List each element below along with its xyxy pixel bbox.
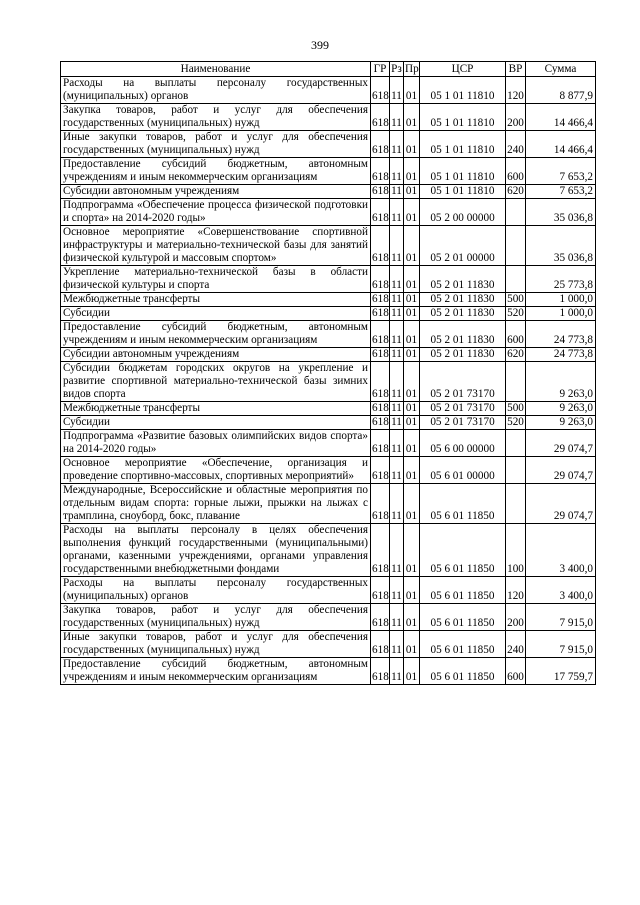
row-vr: 120 (506, 577, 526, 604)
header-pr: Пр (405, 62, 419, 75)
row-name: Расходы на выплаты персоналу государственных (муниципальных) органов (61, 77, 371, 104)
row-vr: 620 (507, 348, 524, 360)
row-sum: 7 915,0 (526, 631, 596, 658)
row-rz: 11 (390, 104, 404, 131)
row-csr: 05 2 01 11830 (420, 348, 506, 362)
row-name: Предоставление субсидий бюджетным, автономным учреждениям и иным некоммерческим организациям (61, 158, 371, 185)
row-rz: 11 (390, 226, 404, 266)
row-rz: 11 (390, 158, 404, 185)
row-sum: 9 263,0 (526, 362, 596, 402)
table-row (61, 307, 596, 321)
row-rz: 11 (390, 457, 404, 484)
row-name: Субсидии (61, 307, 371, 321)
row-gr: 618 (371, 321, 390, 348)
row-gr: 618 (371, 226, 390, 266)
row-pr: 01 (404, 77, 420, 104)
row-csr: 05 2 01 11830 (420, 266, 506, 293)
row-sum: 35 036,8 (526, 199, 596, 226)
row-pr: 01 (404, 457, 420, 484)
row-pr: 01 (404, 307, 420, 321)
row-csr: 05 2 01 73170 (420, 416, 506, 430)
row-rz: 11 (390, 131, 404, 158)
row-vr (506, 362, 526, 402)
row-rz: 11 (390, 77, 404, 104)
row-pr: 01 (404, 631, 420, 658)
row-csr: 05 2 00 00000 (420, 199, 506, 226)
row-sum: 7 915,0 (526, 604, 596, 631)
row-sum: 24 773,8 (526, 348, 596, 362)
row-sum: 9 263,0 (526, 416, 596, 430)
row-pr: 01 (404, 185, 420, 199)
row-gr: 618 (371, 577, 390, 604)
table-row (61, 185, 596, 199)
row-name: Субсидии бюджетам городских округов на укрепление и развитие спортивной материально-технической базы зимних видов спорта (61, 362, 371, 402)
row-name: Предоставление субсидий бюджетным, автономным учреждениям и иным некоммерческим организациям (61, 658, 371, 685)
row-name: Субсидии (61, 416, 371, 430)
table-row (61, 577, 596, 604)
row-vr (506, 457, 526, 484)
row-name: Субсидии автономным учреждениям (61, 185, 371, 199)
row-csr: 05 6 01 11850 (420, 658, 506, 685)
table-row (61, 266, 596, 293)
row-csr: 05 2 01 73170 (420, 362, 506, 402)
row-rz: 11 (390, 577, 404, 604)
row-vr (506, 226, 526, 266)
row-rz: 11 (391, 293, 402, 305)
row-rz: 11 (390, 321, 404, 348)
row-sum: 3 400,0 (526, 577, 596, 604)
row-sum: 3 400,0 (526, 524, 596, 577)
table-row (61, 293, 596, 307)
row-vr (506, 430, 526, 457)
row-vr: 200 (506, 104, 526, 131)
row-csr: 05 2 01 11830 (420, 293, 506, 307)
row-vr: 620 (507, 185, 524, 197)
row-sum: 17 759,7 (526, 658, 596, 685)
row-vr: 240 (506, 631, 526, 658)
row-name: Основное мероприятие «Совершенствование спортивной инфраструктуры и материально-технической базы для занятий физической культурой и массовым спортом» (61, 226, 371, 266)
row-rz: 11 (391, 416, 402, 428)
row-vr: 500 (507, 293, 524, 305)
row-name: Предоставление субсидий бюджетным, автономным учреждениям и иным некоммерческим организациям (61, 321, 371, 348)
row-vr (506, 484, 526, 524)
row-csr: 05 6 01 11850 (420, 604, 506, 631)
row-rz: 11 (391, 185, 402, 197)
row-name: Закупка товаров, работ и услуг для обеспечения государственных (муниципальных) нужд (61, 104, 371, 131)
table-row (61, 104, 596, 131)
row-csr: 05 1 01 11810 (420, 158, 506, 185)
row-name: Субсидии автономным учреждениям (61, 348, 371, 362)
table-row (61, 430, 596, 457)
row-vr: 520 (507, 307, 524, 319)
row-vr: 120 (506, 77, 526, 104)
row-gr: 618 (371, 658, 390, 685)
row-rz: 11 (391, 348, 402, 360)
row-name: Основное мероприятие «Обеспечение, организация и проведение спортивно-массовых, спортивных мероприятий» (61, 457, 371, 484)
table-row (61, 158, 596, 185)
row-pr: 01 (404, 577, 420, 604)
row-gr: 618 (371, 604, 390, 631)
row-vr: 600 (506, 658, 526, 685)
row-name: Закупка товаров, работ и услуг для обеспечения государственных (муниципальных) нужд (61, 604, 371, 631)
row-name: Иные закупки товаров, работ и услуг для обеспечения государственных (муниципальных) нужд (61, 631, 371, 658)
table-row (61, 199, 596, 226)
row-name: Укрепление материально-технической базы в области физической культуры и спорта (61, 266, 371, 293)
row-pr: 01 (404, 402, 420, 416)
row-name: Расходы на выплаты персоналу в целях обеспечения выполнения функций государственными (муниципальными) органами, казенными учреждениями, органами управления государственными внебюджетными фондами (61, 524, 371, 577)
table-row (61, 416, 596, 430)
page-number: 399 (311, 38, 329, 52)
row-sum: 24 773,8 (526, 321, 596, 348)
table-row (61, 77, 596, 104)
row-csr: 05 6 01 11850 (420, 524, 506, 577)
row-pr: 01 (404, 226, 420, 266)
row-rz: 11 (390, 266, 404, 293)
header-sum: Сумма (526, 62, 596, 77)
row-rz: 11 (390, 524, 404, 577)
row-vr: 600 (506, 321, 526, 348)
row-sum: 8 877,9 (526, 77, 596, 104)
row-pr: 01 (404, 658, 420, 685)
row-gr: 618 (371, 131, 390, 158)
row-pr: 01 (404, 604, 420, 631)
table-row (61, 348, 596, 362)
row-name: Межбюджетные трансферты (61, 402, 371, 416)
table-row (61, 524, 596, 577)
row-sum: 7 653,2 (526, 158, 596, 185)
row-csr: 05 6 00 00000 (420, 430, 506, 457)
table-row (61, 484, 596, 524)
row-sum: 29 074,7 (526, 484, 596, 524)
row-sum: 14 466,4 (526, 104, 596, 131)
table-row (61, 321, 596, 348)
row-csr: 05 1 01 11810 (420, 131, 506, 158)
row-vr: 500 (507, 402, 524, 414)
row-gr: 618 (371, 199, 390, 226)
row-sum: 35 036,8 (526, 226, 596, 266)
row-sum: 29 074,7 (526, 430, 596, 457)
row-csr: 05 6 01 11850 (420, 484, 506, 524)
row-csr: 05 1 01 11810 (420, 185, 506, 199)
row-rz: 11 (390, 604, 404, 631)
row-vr: 200 (506, 604, 526, 631)
row-pr: 01 (404, 348, 420, 362)
row-pr: 01 (404, 321, 420, 348)
row-gr: 618 (372, 185, 389, 197)
table-header-row (61, 62, 596, 77)
row-pr: 01 (404, 104, 420, 131)
table-body (61, 77, 596, 685)
row-vr (506, 199, 526, 226)
row-rz: 11 (390, 484, 404, 524)
row-rz: 11 (390, 362, 404, 402)
row-pr: 01 (404, 199, 420, 226)
table-row (61, 658, 596, 685)
row-name: Межбюджетные трансферты (61, 293, 371, 307)
row-csr: 05 2 01 00000 (420, 226, 506, 266)
row-gr: 618 (371, 484, 390, 524)
row-csr: 05 2 01 11830 (420, 307, 506, 321)
row-sum: 9 263,0 (526, 402, 596, 416)
row-pr: 01 (404, 524, 420, 577)
row-pr: 01 (404, 416, 420, 430)
row-name: Подпрограмма «Обеспечение процесса физической подготовки и спорта» на 2014-2020 годы» (61, 199, 371, 226)
row-vr: 100 (506, 524, 526, 577)
row-gr: 618 (371, 430, 390, 457)
table-row (61, 457, 596, 484)
row-gr: 618 (372, 402, 389, 414)
row-name: Иные закупки товаров, работ и услуг для обеспечения государственных (муниципальных) нужд (61, 131, 371, 158)
row-csr: 05 6 01 11850 (420, 577, 506, 604)
row-csr: 05 2 01 73170 (420, 402, 506, 416)
row-name: Международные, Всероссийские и областные мероприятия по отдельным видам спорта: горные лыжи, прыжки на лыжах с трамплина, сноуборд, бокс, плавание (61, 484, 371, 524)
row-csr: 05 1 01 11810 (420, 77, 506, 104)
table-row (61, 131, 596, 158)
row-pr: 01 (404, 362, 420, 402)
row-gr: 618 (371, 77, 390, 104)
row-gr: 618 (371, 362, 390, 402)
row-vr (506, 266, 526, 293)
header-csr: ЦСР (420, 62, 506, 77)
row-gr: 618 (371, 524, 390, 577)
row-csr: 05 1 01 11810 (420, 104, 506, 131)
row-csr: 05 6 01 00000 (420, 457, 506, 484)
row-vr: 600 (506, 158, 526, 185)
row-sum: 25 773,8 (526, 266, 596, 293)
row-rz: 11 (390, 658, 404, 685)
row-csr: 05 6 01 11850 (420, 631, 506, 658)
table-row (61, 362, 596, 402)
row-sum: 1 000,0 (526, 293, 596, 307)
row-gr: 618 (371, 631, 390, 658)
row-pr: 01 (404, 430, 420, 457)
row-vr: 240 (506, 131, 526, 158)
row-sum: 7 653,2 (526, 185, 596, 199)
row-rz: 11 (391, 402, 402, 414)
header-vr: ВР (506, 62, 526, 77)
row-gr: 618 (371, 158, 390, 185)
row-gr: 618 (372, 348, 389, 360)
table-row (61, 402, 596, 416)
row-gr: 618 (371, 266, 390, 293)
table-row (61, 631, 596, 658)
budget-table (60, 61, 596, 685)
row-csr: 05 2 01 11830 (420, 321, 506, 348)
header-name: Наименование (61, 62, 371, 77)
row-sum: 1 000,0 (526, 307, 596, 321)
row-gr: 618 (371, 457, 390, 484)
row-pr: 01 (404, 293, 420, 307)
row-sum: 14 466,4 (526, 131, 596, 158)
row-gr: 618 (371, 104, 390, 131)
header-rz: Рз (391, 62, 402, 75)
row-rz: 11 (390, 430, 404, 457)
row-rz: 11 (390, 631, 404, 658)
table-row (61, 604, 596, 631)
row-rz: 11 (390, 199, 404, 226)
row-gr: 618 (372, 307, 389, 319)
row-name: Подпрограмма «Развитие базовых олимпийских видов спорта» на 2014-2020 годы» (61, 430, 371, 457)
row-sum: 29 074,7 (526, 457, 596, 484)
row-pr: 01 (404, 266, 420, 293)
row-vr: 520 (507, 416, 524, 428)
row-name: Расходы на выплаты персоналу государственных (муниципальных) органов (61, 577, 371, 604)
header-gr: ГР (371, 62, 390, 77)
row-gr: 618 (372, 293, 389, 305)
row-pr: 01 (404, 158, 420, 185)
row-rz: 11 (391, 307, 402, 319)
row-gr: 618 (372, 416, 389, 428)
row-pr: 01 (404, 131, 420, 158)
table-row (61, 226, 596, 266)
row-pr: 01 (404, 484, 420, 524)
